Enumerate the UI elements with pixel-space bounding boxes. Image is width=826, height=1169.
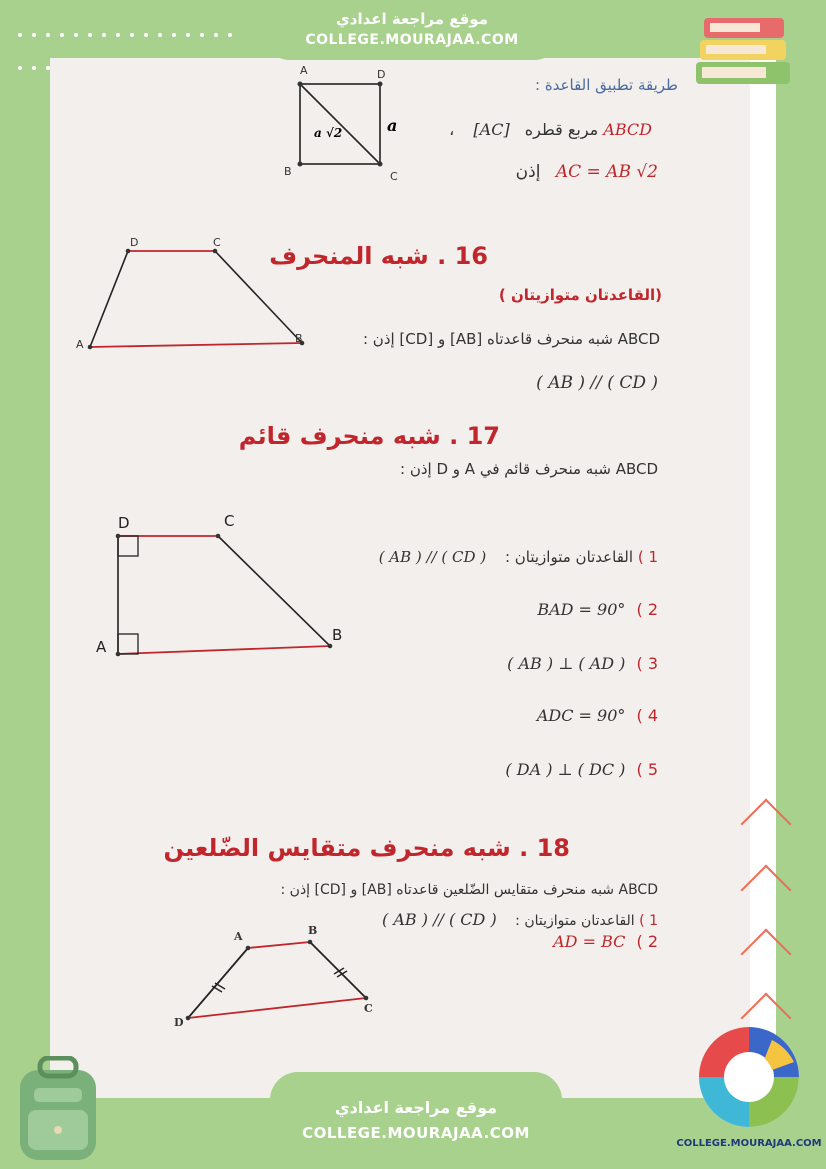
header-site-title: موقع مراجعة اعدادي bbox=[336, 10, 488, 28]
footer-pill bbox=[270, 1072, 562, 1169]
document-page bbox=[50, 58, 750, 1098]
prop18-1-text: القاعدتان متوازيتان : bbox=[515, 913, 635, 929]
trap18-label-a: A bbox=[234, 930, 243, 943]
square-name: ABCD bbox=[603, 120, 652, 139]
trap17-label-c: C bbox=[224, 512, 235, 530]
prop18-1-expr: ( AB ) // ( CD ) bbox=[382, 910, 497, 929]
section16-title: 16 . شبه المنحرف bbox=[269, 242, 488, 270]
section18-prop-1 bbox=[382, 910, 658, 929]
square-side-label: a bbox=[387, 116, 398, 135]
trap16-label-d: D bbox=[130, 236, 139, 249]
books-icon bbox=[690, 12, 810, 102]
section16-line1: ABCD شبه منحرف قاعدتاه [AB] و [CD] إذن : bbox=[362, 330, 660, 348]
header-pill bbox=[262, 0, 562, 60]
trap17-label-a: A bbox=[96, 638, 107, 656]
section16-subtitle: (القاعدتان متوازيتان ) bbox=[498, 286, 662, 304]
prop17-2-expr: BAD = 90° bbox=[537, 600, 626, 619]
square-formula: AC = AB √2 bbox=[555, 162, 658, 182]
square-diag-label: a √2 bbox=[314, 126, 343, 140]
logo-text: COLLEGE.MOURAJAA.COM bbox=[676, 1138, 822, 1149]
prop17-2-num: 2 ) bbox=[636, 600, 658, 619]
section17-prop-2 bbox=[537, 600, 658, 619]
square-then: إذن bbox=[515, 162, 541, 182]
prop17-4-num: 4 ) bbox=[636, 706, 658, 725]
footer-site-domain[interactable]: COLLEGE.MOURAJAA.COM bbox=[302, 1124, 530, 1142]
square-sep: ، bbox=[449, 120, 455, 139]
trap18-label-d: D bbox=[174, 1016, 184, 1029]
square-diag: [AC] bbox=[473, 120, 510, 139]
section17-prop-3 bbox=[507, 654, 658, 673]
section18-prop-2 bbox=[553, 932, 658, 951]
square-label-c: C bbox=[390, 170, 398, 183]
trap17-label-b: B bbox=[332, 626, 343, 644]
prop17-3-expr: ( AB ) ⊥ ( AD ) bbox=[507, 654, 626, 673]
section17-prop-5 bbox=[505, 760, 658, 779]
section17-title: 17 . شبه منحرف قائم bbox=[238, 422, 500, 450]
square-line2 bbox=[516, 162, 658, 182]
prop17-4-expr: ADC = 90° bbox=[536, 706, 626, 725]
prop17-1-num: 1 ) bbox=[637, 548, 658, 566]
prop17-1-text: القاعدتان متوازيتان : bbox=[504, 548, 634, 566]
isosceles-trapezoid-figure bbox=[170, 928, 390, 1028]
prop17-5-num: 5 ) bbox=[636, 760, 658, 779]
right-trapezoid-figure bbox=[100, 508, 350, 668]
site-logo-icon bbox=[694, 1022, 804, 1132]
prop18-1-num: 1 ) bbox=[639, 913, 658, 929]
square-label-b: B bbox=[284, 165, 292, 178]
section16-line2: ( AB ) // ( CD ) bbox=[536, 373, 658, 393]
prop18-2-num: 2 ) bbox=[636, 932, 658, 951]
trap16-label-a: A bbox=[76, 338, 84, 351]
section17-intro: ABCD شبه منحرف قائم في A و D إذن : bbox=[400, 460, 658, 478]
section18-intro: ABCD شبه منحرف متقايس الضّلعين قاعدتاه [AB] و [CD] إذن : bbox=[280, 882, 658, 898]
prop18-2-expr: AD = BC bbox=[553, 932, 626, 951]
header-site-domain[interactable]: COLLEGE.MOURAJAA.COM bbox=[305, 32, 519, 48]
square-label-d: D bbox=[377, 68, 386, 81]
prop17-1-expr: ( AB ) // ( CD ) bbox=[378, 548, 487, 566]
backpack-icon bbox=[6, 1056, 110, 1164]
trap17-label-d: D bbox=[118, 514, 130, 532]
section17-prop-1 bbox=[379, 548, 658, 566]
square-line1 bbox=[449, 120, 652, 139]
trap16-label-b: B bbox=[295, 332, 303, 345]
prop17-3-num: 3 ) bbox=[636, 654, 658, 673]
section18-title: 18 . شبه منحرف متقايس الضّلعين bbox=[163, 834, 570, 862]
square-label-a: A bbox=[300, 64, 308, 77]
trap16-label-c: C bbox=[213, 236, 221, 249]
square-prefix: مربع قطره bbox=[524, 120, 599, 139]
square-heading: طريقة تطبيق القاعدة : bbox=[535, 76, 678, 94]
prop17-5-expr: ( DA ) ⊥ ( DC ) bbox=[505, 760, 626, 779]
trap18-label-b: B bbox=[308, 924, 318, 937]
trap18-label-c: C bbox=[364, 1002, 373, 1015]
footer-site-title: موقع مراجعة اعدادي bbox=[334, 1098, 498, 1117]
section17-prop-4 bbox=[537, 706, 658, 725]
